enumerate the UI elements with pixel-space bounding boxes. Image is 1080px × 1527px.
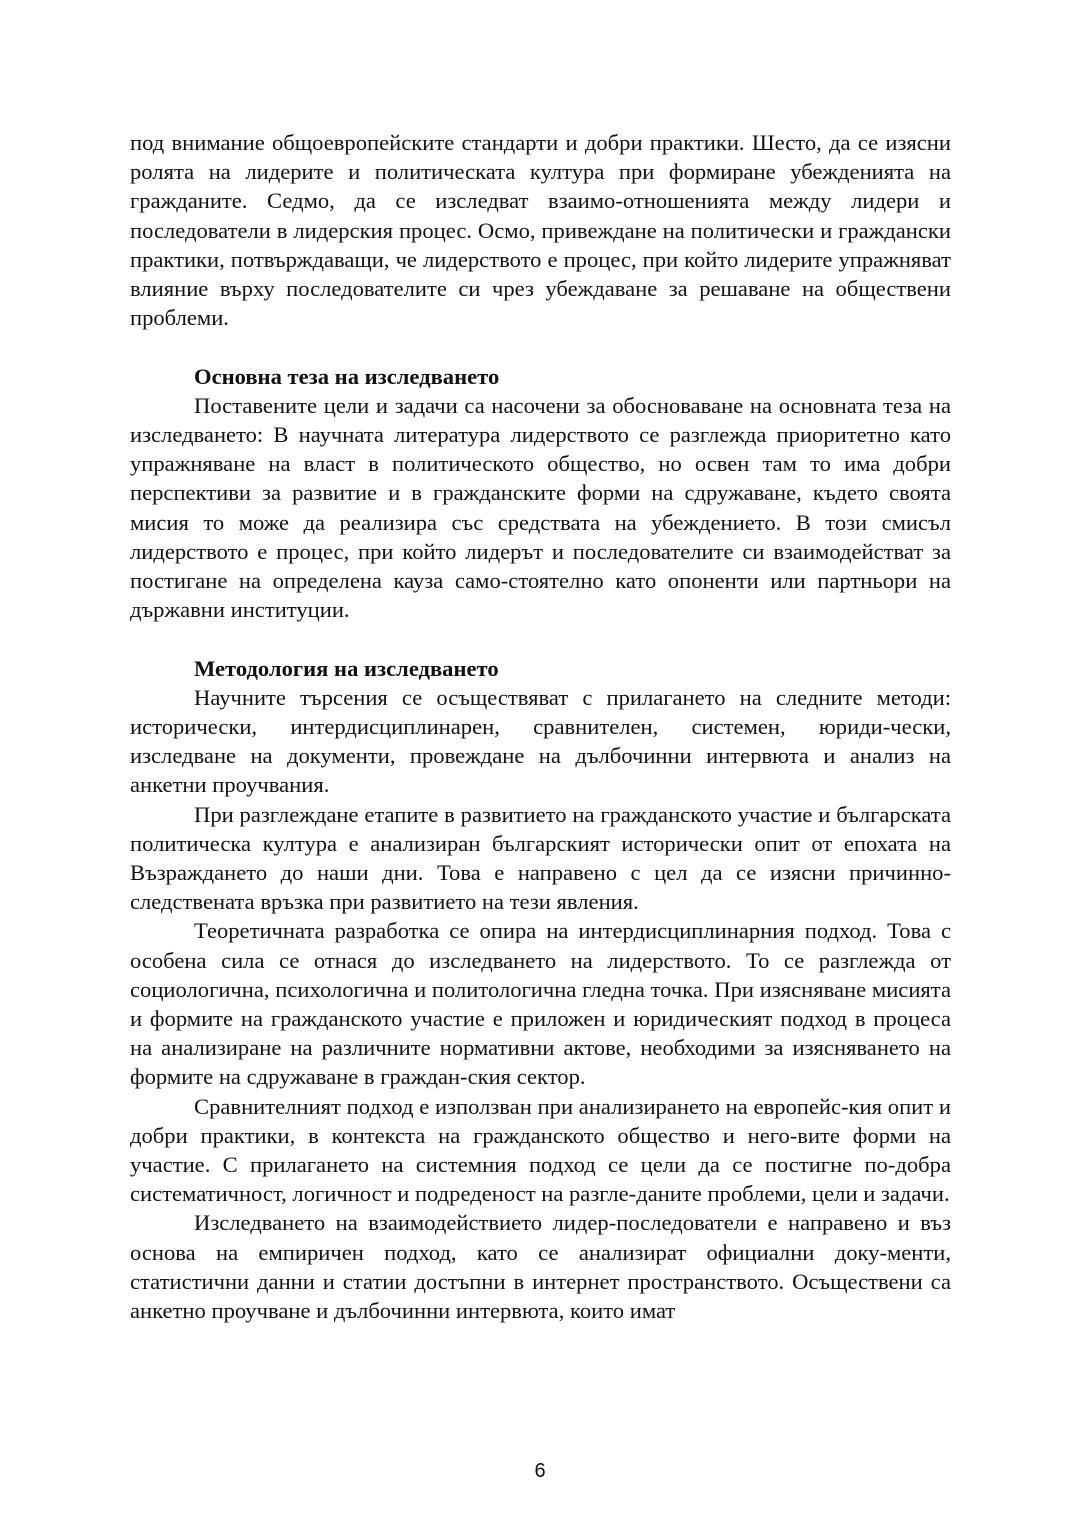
page-number: 6 (534, 1460, 546, 1482)
paragraph-interdisciplinary-method: Теоретичната разработка се опира на интердисциплинарния подход. Това с особена сила се отнася до изследването на лидерството. То се разглежда от социологична, психологична и политологична гледна точка. При изясняване мисията и формите на гражданското участие е приложен и юридическият подход в процеса на анализиране на различните нормативни актове, необходими за изясняването на формите на сдружаване в граждан-ския сектор. (130, 918, 951, 1090)
heading-methodology: Методология на изследването (194, 655, 499, 681)
paragraph-empirical-method: Изследването на взаимодействието лидер-последователи е направено и въз основа на емпиричен подход, като се анализират официални доку-менти, статистични данни и статии достъпни в интернет пространството. Осъществени са анкетно проучване и дълбочинни интервюта, които имат (130, 1210, 951, 1324)
paragraph-historical-method: При разглеждане етапите в развитието на гражданското участие и българската политическа култура е анализиран българският исторически опит от епохата на Възраждането до наши дни. Това е направено с цел да се изясни причинно-следствената връзка при развитието на тези явления. (130, 801, 951, 915)
paragraph-main-thesis: Поставените цели и задачи са насочени за обосноваване на основната теза на изследването: В научната литература лидерството се разглежда приоритетно като упражняване на власт в политическото общество, но освен там то има добри перспективи за развитие и в гражданските форми на сдружаване, където своята мисия то може да реализира със средствата на убеждението. В този смисъл лидерството е процес, при който лидерът и последователите си взаимодействат за постигане на определена кауза само-стоятелно като опоненти или партньори на държавни институции. (130, 392, 951, 623)
paragraph-methods-list: Научните търсения се осъществяват с прилагането на следните методи: исторически, интердисциплинарен, сравнителен, системен, юриди-чески, изследване на документи, провеждане на дълбочинни интервюта и анализ на анкетни проучвания. (130, 684, 951, 798)
document-body (130, 128, 951, 1325)
paragraph-comparative-method: Сравнителният подход е използван при анализирането на европейс-кия опит и добри практики, в контекста на гражданското общество и него-вите форми на участие. С прилагането на системния подход се цели да се постигне по-добра систематичност, логичност и подреденост на разгле-даните проблеми, цели и задачи. (130, 1093, 951, 1207)
heading-main-thesis: Основна теза на изследването (194, 363, 500, 389)
paragraph-goals-continued: под внимание общоевропейските стандарти и добри практики. Шесто, да се изясни ролята на лидерите и политическата култура при формиране убежденията на гражданите. Седмо, да се изследват взаимо-отношенията между лидери и последователи в лидерския процес. Осмо, привеждане на политически и граждански практики, потвърждаващи, че лидерството е процес, при който лидерите упражняват влияние върху последователите си чрез убеждаване за решаване на обществени проблеми. (130, 130, 951, 331)
